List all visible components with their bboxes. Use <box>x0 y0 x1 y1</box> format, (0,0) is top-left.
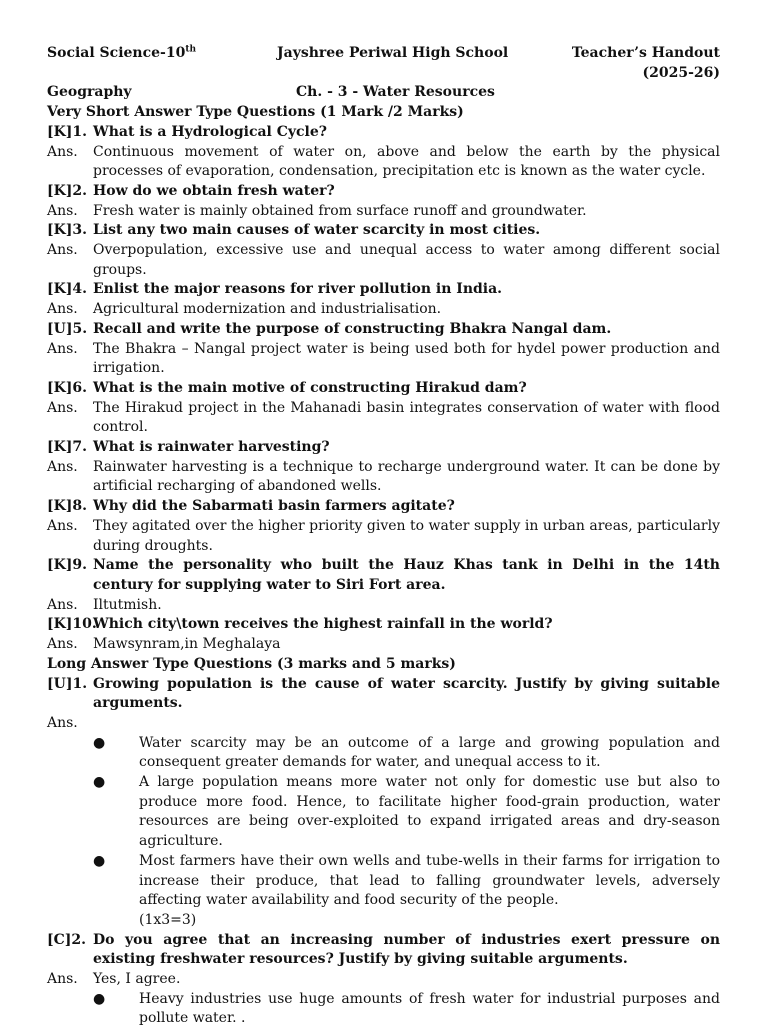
question-label: [K]2. <box>47 182 88 199</box>
answer-row <box>47 300 720 320</box>
answer-label: Ans. <box>47 301 78 318</box>
answer-label: Ans. <box>47 399 78 416</box>
question-row <box>47 556 720 595</box>
answer-label: Ans. <box>47 242 78 259</box>
answer-text: Mawsynram,in Meghalaya <box>93 636 281 653</box>
answer-text: Yes, I agree. <box>93 971 181 988</box>
answer-label: Ans. <box>47 636 78 653</box>
question-label: [K]7. <box>47 439 88 456</box>
answer-text: Iltutmish. <box>93 596 162 613</box>
question-label: [K]3. <box>47 222 88 239</box>
question-row <box>47 497 720 517</box>
subject-heading: Social Science-10th <box>47 44 197 61</box>
question-row <box>47 675 720 714</box>
answer-row <box>47 517 720 556</box>
bullet-icon: ● <box>93 734 106 751</box>
question-text: List any two main causes of water scarcity in most cities. <box>93 222 541 239</box>
question-row <box>47 280 720 300</box>
bullet-icon: ● <box>93 774 106 791</box>
question-text: Recall and write the purpose of constructing Bhakra Nangal dam. <box>93 320 612 337</box>
handout-page <box>47 44 720 1029</box>
question-text: What is rainwater harvesting? <box>93 439 330 456</box>
answer-row <box>47 143 720 182</box>
question-text: Do you agree that an increasing number of industries exert pressure on existing freshwater resources? Justify by giving suitable arguments. <box>93 931 720 968</box>
question-label: [K]1. <box>47 123 88 140</box>
question-row <box>47 123 720 143</box>
question-row <box>47 320 720 340</box>
question-label: [K]6. <box>47 379 88 396</box>
marks-row <box>47 911 720 931</box>
question-label: [U]5. <box>47 320 88 337</box>
bullet-icon: ● <box>93 990 106 1007</box>
bullet-text: Water scarcity may be an outcome of a large and growing population and consequent greater demands for water, and unequal access to it. <box>139 734 720 771</box>
answer-label: Ans. <box>47 714 78 731</box>
question-text: How do we obtain fresh water? <box>93 182 335 199</box>
question-text: Why did the Sabarmati basin farmers agitate? <box>93 498 455 515</box>
school-name: Jayshree Periwal High School <box>277 45 509 61</box>
marks-text: (1x3=3) <box>139 911 197 928</box>
header-row-1 <box>47 44 720 83</box>
question-text: What is the main motive of constructing Hirakud dam? <box>93 379 527 396</box>
header-row-2 <box>47 83 720 103</box>
bullet-point <box>47 990 720 1029</box>
question-row <box>47 438 720 458</box>
answer-row <box>47 596 720 616</box>
answer-row <box>47 241 720 280</box>
answer-label: Ans. <box>47 143 78 160</box>
answer-points <box>47 990 720 1029</box>
answer-text: They agitated over the higher priority given to water supply in urban areas, particularly during droughts. <box>93 517 720 554</box>
bullet-icon: ● <box>93 852 106 869</box>
answer-text: Agricultural modernization and industrialisation. <box>93 301 442 318</box>
section-title: Long Answer Type Questions (3 marks and 5 marks) <box>47 655 456 672</box>
bullet-point <box>47 734 720 773</box>
question-label: [K]10. <box>47 616 97 633</box>
question-row <box>47 615 720 635</box>
answer-label: Ans. <box>47 517 78 534</box>
question-row <box>47 931 720 970</box>
question-label: [K]9. <box>47 557 88 574</box>
question-row <box>47 379 720 399</box>
bullet-text: Heavy industries use huge amounts of fresh water for industrial purposes and pollute water. . <box>139 990 720 1027</box>
bullet-text: A large population means more water not only for domestic use but also to produce more food. Hence, to facilitate higher food-grain production, water resources are being over-exploited to expand irrigated areas and dry-season agriculture. <box>139 774 720 850</box>
section-title: Very Short Answer Type Questions (1 Mark /2 Marks) <box>47 104 464 121</box>
chapter-title: Ch. - 3 - Water Resources <box>296 84 495 101</box>
answer-points <box>47 734 720 911</box>
answer-row <box>47 635 720 655</box>
answer-row <box>47 202 720 222</box>
answer-text: Overpopulation, excessive use and unequal access to water among different social groups. <box>93 242 720 278</box>
answer-text: Continuous movement of water on, above and below the earth by the physical processes of evaporation, condensation, precipitation etc is known as the water cycle. <box>93 143 720 180</box>
short-answer-list <box>47 123 720 655</box>
question-row <box>47 182 720 202</box>
bullet-point <box>47 773 720 852</box>
answer-label: Ans. <box>47 458 78 475</box>
answer-row <box>47 970 720 990</box>
answer-row <box>47 458 720 497</box>
answer-row <box>47 399 720 438</box>
branch-heading: Geography <box>47 84 132 101</box>
question-label: [C]2. <box>47 931 87 948</box>
question-row <box>47 221 720 241</box>
answer-text: Rainwater harvesting is a technique to recharge underground water. It can be done by artificial recharging of abandoned wells. <box>93 458 720 495</box>
answer-text: The Hirakud project in the Mahanadi basin integrates conservation of water with flood control. <box>93 399 720 436</box>
question-text: Name the personality who built the Hauz Khas tank in Delhi in the 14th century for supplying water to Siri Fort area. <box>93 557 720 593</box>
question-text: Growing population is the cause of water scarcity. Justify by giving suitable arguments. <box>93 675 720 712</box>
answer-label: Ans. <box>47 202 78 219</box>
question-text: Enlist the major reasons for river pollution in India. <box>93 281 503 298</box>
bullet-point <box>47 852 720 911</box>
answer-text: Fresh water is mainly obtained from surface runoff and groundwater. <box>93 202 587 219</box>
handout-title: Teacher’s Handout (2025-26) <box>571 45 720 81</box>
answer-row <box>47 714 720 734</box>
answer-label: Ans. <box>47 340 78 357</box>
answer-label: Ans. <box>47 971 78 988</box>
bullet-text: Most farmers have their own wells and tube-wells in their farms for irrigation to increase their produce, that lead to falling groundwater levels, adversely affecting water availability and food security of the people. <box>139 852 720 909</box>
question-label: [K]8. <box>47 498 88 515</box>
question-text: Which city\town receives the highest rainfall in the world? <box>93 616 553 633</box>
answer-row <box>47 340 720 379</box>
question-text: What is a Hydrological Cycle? <box>93 123 327 140</box>
answer-text: The Bhakra – Nangal project water is being used both for hydel power production and irrigation. <box>93 340 720 377</box>
question-label: [K]4. <box>47 281 88 298</box>
answer-label: Ans. <box>47 596 78 613</box>
question-label: [U]1. <box>47 675 88 692</box>
